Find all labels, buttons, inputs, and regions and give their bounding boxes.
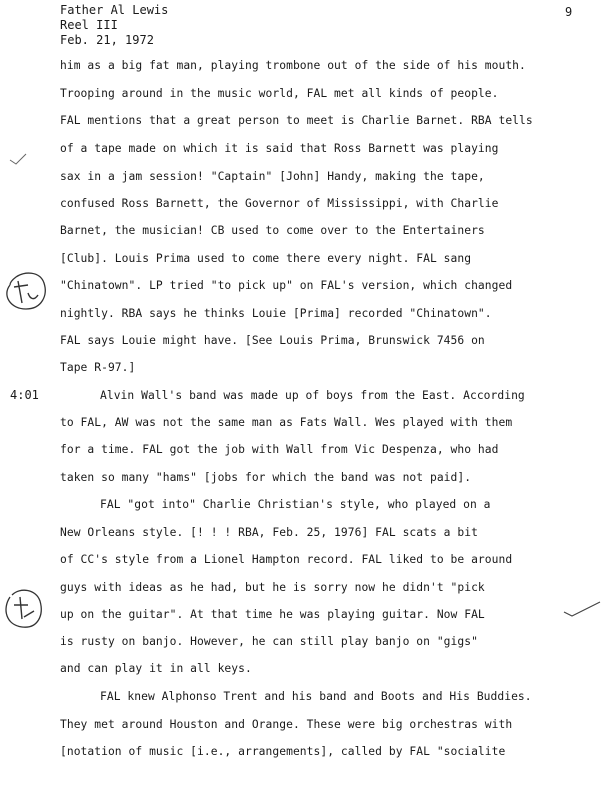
check-mark-icon [560, 598, 605, 620]
text-line: to FAL, AW was not the same man as Fats Wall. Wes played with them [60, 416, 513, 429]
text-line: FAL says Louie might have. [See Louis Prima, Brunswick 7456 on [60, 334, 485, 347]
text-line: confused Ross Barnett, the Governor of Mississippi, with Charlie [60, 197, 499, 210]
text-line: and can play it in all keys. [60, 662, 252, 675]
circled-initials-icon [0, 583, 50, 633]
text-line: of a tape made on which it is said that Ross Barnett was playing [60, 142, 499, 155]
text-line: Trooping around in the music world, FAL met all kinds of people. [60, 87, 499, 100]
text-line: is rusty on banjo. However, he can still play banjo on "gigs" [60, 635, 478, 648]
text-line: They met around Houston and Orange. These were big orchestras with [60, 718, 513, 731]
margin-timestamp: 4:01 [10, 388, 39, 402]
text-line: "Chinatown". LP tried "to pick up" on FAL's version, which changed [60, 279, 513, 292]
header-date: Feb. 21, 1972 [60, 33, 154, 47]
text-line: Alvin Wall's band was made up of boys from the East. According [100, 389, 525, 402]
text-line: FAL "got into" Charlie Christian's style, who played on a [100, 498, 491, 511]
text-line: New Orleans style. [! ! ! RBA, Feb. 25, 1976] FAL scats a bit [60, 526, 478, 539]
text-line: Tape R-97.] [60, 361, 136, 374]
header-name: Father Al Lewis [60, 3, 169, 17]
circled-initials-icon [0, 265, 55, 315]
text-line: guys with ideas as he had, but he is sorry now he didn't "pick [60, 581, 485, 594]
text-line: Barnet, the musician! CB used to come over to the Entertainers [60, 224, 485, 237]
text-line: for a time. FAL got the job with Wall from Vic Despenza, who had [60, 443, 499, 456]
text-line: sax in a jam session! "Captain" [John] Handy, making the tape, [60, 170, 485, 183]
text-line: nightly. RBA says he thinks Louie [Prima] recorded "Chinatown". [60, 307, 492, 320]
text-line: [notation of music [i.e., arrangements], called by FAL "socialite [60, 745, 506, 758]
text-line: taken so many "hams" [jobs for which the band was not paid]. [60, 471, 472, 484]
text-line: of CC's style from a Lionel Hampton record. FAL liked to be around [60, 553, 513, 566]
text-line: up on the guitar". At that time he was playing guitar. Now FAL [60, 608, 485, 621]
check-mark-icon [8, 150, 30, 170]
page-number: 9 [565, 5, 573, 19]
text-line: FAL mentions that a great person to meet is Charlie Barnet. RBA tells [60, 114, 533, 127]
text-line: him as a big fat man, playing trombone out of the side of his mouth. [60, 59, 526, 72]
text-line: [Club]. Louis Prima used to come there every night. FAL sang [60, 252, 472, 265]
header-reel: Reel III [60, 18, 118, 32]
text-line: FAL knew Alphonso Trent and his band and Boots and His Buddies. [100, 690, 532, 703]
